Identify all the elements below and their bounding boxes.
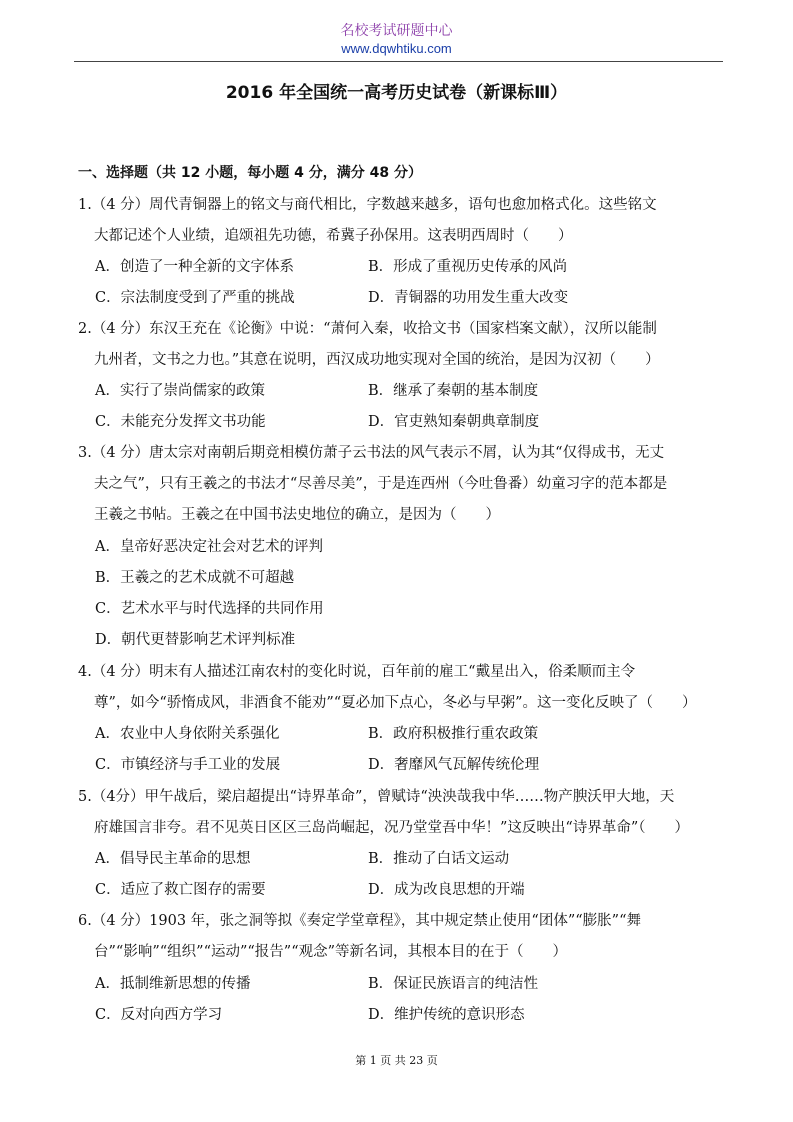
option-b[interactable]: B．形成了重视历史传承的风尚 [368,259,568,275]
option-a[interactable]: A．抵制维新思想的传播 [95,976,251,992]
question-line: 夫之气”，只有王羲之的书法才“尽善尽美”，于是连西州（今吐鲁番）幼童习字的范本都是 [94,476,668,492]
question-line: 4.（4 分）明末有人描述江南农村的变化时说，百年前的雇工“戴星出入，俗柔顺而主令 [78,664,636,680]
option-b[interactable]: B．保证民族语言的纯洁性 [368,976,539,992]
page-footer: 第 1 页 共 23 页 [355,1054,438,1067]
option-c[interactable]: C．适应了救亡图存的需要 [95,882,266,898]
option-row [95,875,715,906]
option-d[interactable]: D．奢靡风气瓦解传统伦理 [368,757,540,773]
option-b[interactable]: B．政府积极推行重农政策 [368,726,539,742]
question-line: 王羲之书帖。王羲之在中国书法史地位的确立，是因为（ ） [94,507,500,523]
exam-title: 2016 年全国统一高考历史试卷（新课标Ⅲ） [225,83,568,103]
question-5 [78,782,728,844]
option-row [95,719,715,750]
options-3 [95,532,715,656]
option-b[interactable]: B．继承了秦朝的基本制度 [368,383,539,399]
question-line: 2.（4 分）东汉王充在《论衡》中说：“萧何入秦，收拾文书（国家档案文献），汉所以能制 [78,321,657,337]
option-row [95,283,715,314]
option-d[interactable]: D．维护传统的意识形态 [368,1007,525,1023]
option-d[interactable]: D．成为改良思想的开端 [368,882,525,898]
question-line: 台”“影响”“组织”“运动”“报告”“观念”等新名词，其根本目的在于（ ） [94,944,568,960]
option-row [95,625,715,656]
option-c[interactable]: C．宗法制度受到了严重的挑战 [95,290,295,306]
option-d[interactable]: D．青铜器的功用发生重大改变 [368,290,569,306]
option-row [95,407,715,438]
question-line: 1.（4 分）周代青铜器上的铭文与商代相比，字数越来越多，语句也愈加格式化。这些铭文 [78,197,657,213]
question-1 [78,190,728,252]
option-row [95,750,715,781]
option-c[interactable]: C．反对向西方学习 [95,1007,223,1023]
option-c[interactable]: C．市镇经济与手工业的发展 [95,757,281,773]
option-a[interactable]: A．皇帝好恶决定社会对艺术的评判 [95,539,323,555]
question-2 [78,314,728,376]
question-line: 3.（4 分）唐太宗对南朝后期竞相模仿萧子云书法的风气表示不屑，认为其“仅得成书，无丈 [78,445,665,461]
option-row [95,844,715,875]
site-name: 名校考试研题中心 [340,23,453,39]
question-3 [78,438,728,531]
option-a[interactable]: A．创造了一种全新的文字体系 [95,259,294,275]
option-a[interactable]: A．倡导民主革命的思想 [95,851,251,867]
option-row [95,532,715,563]
option-row [95,563,715,594]
question-line: 府雄国言非夸。君不见英日区区三岛尚崛起，况乃堂堂吾中华！”这反映出“诗界革命”（ ） [94,820,689,836]
option-d[interactable]: D．官吏熟知秦朝典章制度 [368,414,540,430]
option-a[interactable]: A．农业中人身依附关系强化 [95,726,280,742]
question-line: 尊”，如今“骄惰成风，非酒食不能劝”“夏必加下点心，冬必与早粥”。这一变化反映了（ ） [94,695,697,711]
option-row [95,969,715,1000]
section-heading: 一、选择题（共 12 小题，每小题 4 分，满分 48 分） [78,165,422,181]
option-d[interactable]: D．朝代更替影响艺术评判标准 [95,632,296,648]
option-row [95,376,715,407]
question-line: 5.（4分）甲午战后，梁启超提出“诗界革命”，曾赋诗“泱泱哉我中华……物产腴沃甲大地，天 [78,789,675,805]
options-5 [95,844,715,906]
site-url[interactable]: www.dqwhtiku.com [341,41,452,56]
option-row [95,594,715,625]
question-4 [78,657,728,719]
question-line: 6.（4 分）1903 年，张之洞等拟《奏定学堂章程》，其中规定禁止使用“团体”“膨胀”“舞 [78,913,641,929]
options-1 [95,252,715,314]
option-row [95,252,715,283]
question-line: 大都记述个人业绩，追颂祖先功德，希冀子孙保用。这表明西周时（ ） [94,228,573,244]
option-b[interactable]: B．王羲之的艺术成就不可超越 [95,570,295,586]
question-6 [78,906,728,968]
question-line: 九州者，文书之力也。”其意在说明，西汉成功地实现对全国的统治，是因为汉初（ ） [94,352,660,368]
options-2 [95,376,715,438]
options-4 [95,719,715,781]
option-row [95,1000,715,1031]
option-a[interactable]: A．实行了崇尚儒家的政策 [95,383,265,399]
option-c[interactable]: C．未能充分发挥文书功能 [95,414,266,430]
option-b[interactable]: B．推动了白话文运动 [368,851,510,867]
header-rule [74,61,723,62]
page-header [0,22,793,58]
options-6 [95,969,715,1031]
option-c[interactable]: C．艺术水平与时代选择的共同作用 [95,601,324,617]
